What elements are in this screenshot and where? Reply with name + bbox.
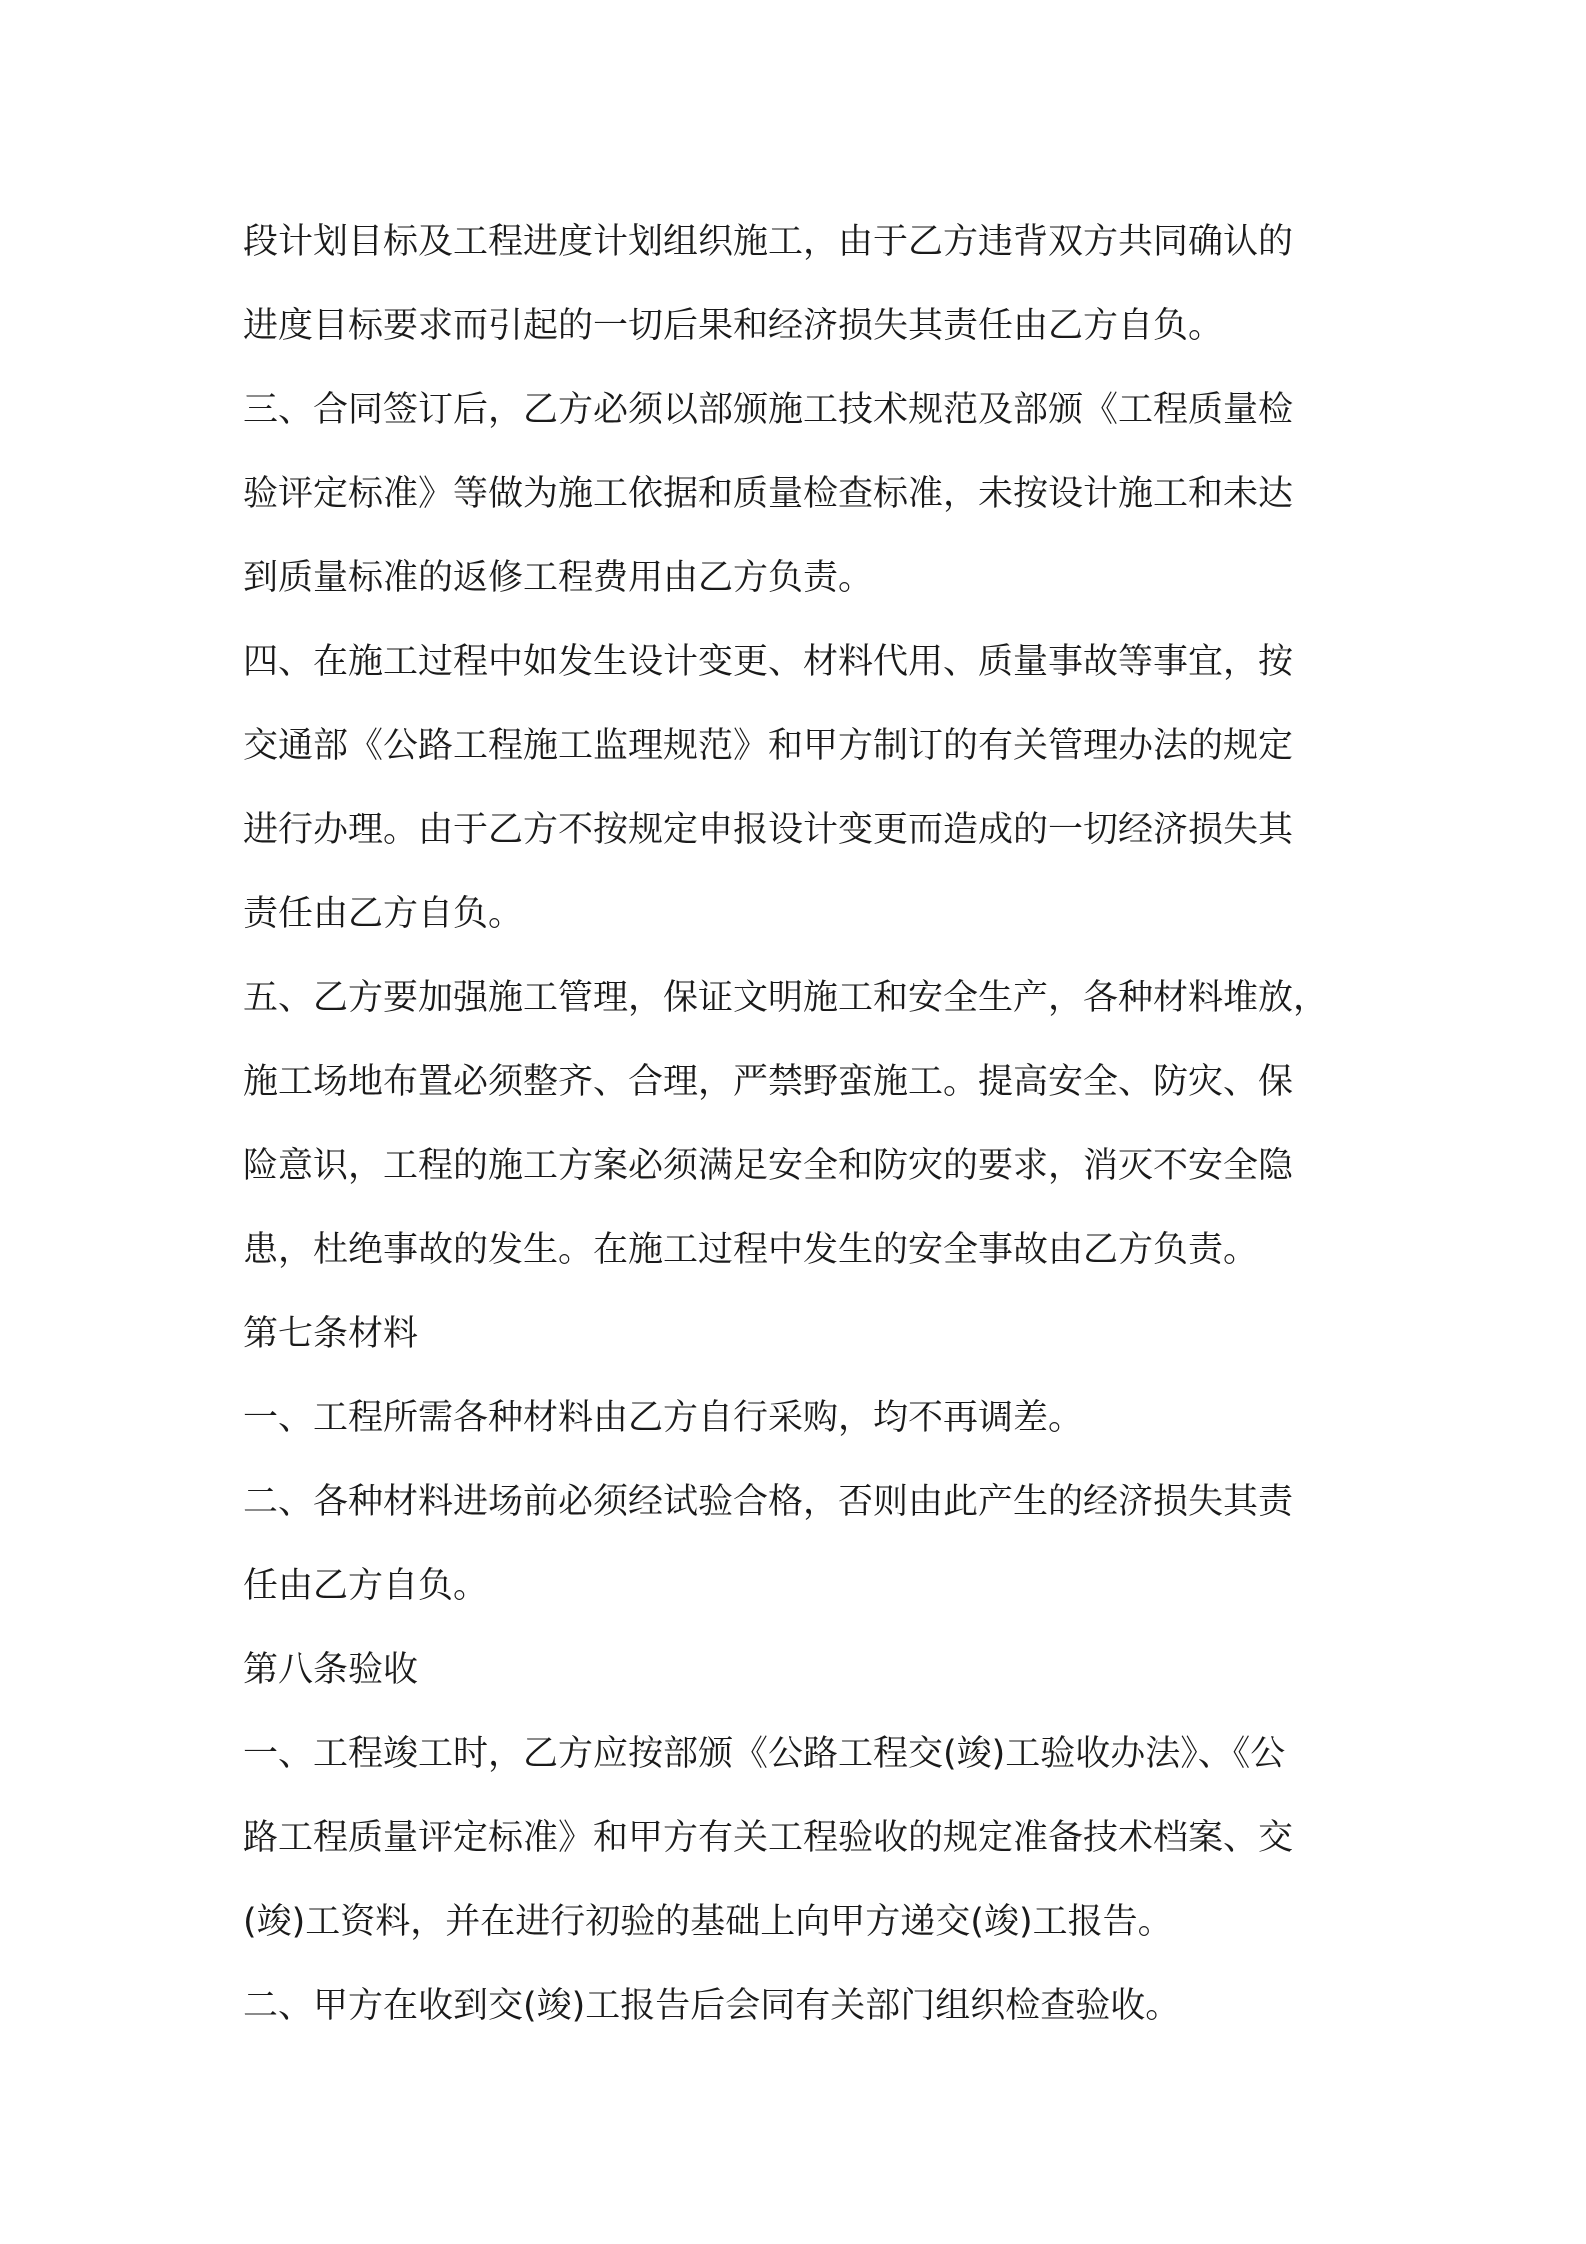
text-line: 患，杜绝事故的发生。在施工过程中发生的安全事故由乙方负责。 [243, 1230, 1259, 1270]
text-line: 到质量标准的返修工程费用由乙方负责。 [243, 558, 874, 598]
text-line: 任由乙方自负。 [243, 1566, 489, 1606]
text-line: 二、各种材料进场前必须经试验合格，否则由此产生的经济损失其责 [243, 1482, 1294, 1522]
text-line: 二、甲方在收到交(竣)工报告后会同有关部门组织检查验收。 [243, 1986, 1181, 2026]
text-line: 四、在施工过程中如发生设计变更、材料代用、质量事故等事宜，按 [243, 642, 1294, 682]
text-line: 交通部《公路工程施工监理规范》和甲方制订的有关管理办法的规定 [243, 726, 1294, 766]
text-line: 责任由乙方自负。 [243, 894, 524, 934]
text-line: 一、工程所需各种材料由乙方自行采购，均不再调差。 [243, 1398, 1084, 1438]
text-line: 段计划目标及工程进度计划组织施工，由于乙方违背双方共同确认的 [243, 222, 1294, 262]
text-line: 五、乙方要加强施工管理，保证文明施工和安全生产，各种材料堆放， [243, 978, 1329, 1018]
text-line: 进行办理。由于乙方不按规定申报设计变更而造成的一切经济损失其 [243, 810, 1294, 850]
text-line: (竣)工资料，并在进行初验的基础上向甲方递交(竣)工报告。 [243, 1902, 1173, 1942]
text-line: 险意识，工程的施工方案必须满足安全和防灾的要求，消灭不安全隐 [243, 1146, 1294, 1186]
text-line: 三、合同签订后，乙方必须以部颁施工技术规范及部颁《工程质量检 [243, 390, 1294, 430]
text-line: 路工程质量评定标准》和甲方有关工程验收的规定准备技术档案、交 [243, 1818, 1294, 1858]
text-line: 施工场地布置必须整齐、合理，严禁野蛮施工。提高安全、防灾、保 [243, 1062, 1294, 1102]
text-line: 验评定标准》等做为施工依据和质量检查标准，未按设计施工和未达 [243, 474, 1294, 514]
document-body [243, 200, 1373, 2048]
text-line: 进度目标要求而引起的一切后果和经济损失其责任由乙方自负。 [243, 306, 1224, 346]
section-heading: 第七条材料 [243, 1314, 419, 1354]
text-line: 一、工程竣工时，乙方应按部颁《公路工程交(竣)工验收办法》、《公 [243, 1734, 1286, 1774]
section-heading: 第八条验收 [243, 1650, 419, 1690]
